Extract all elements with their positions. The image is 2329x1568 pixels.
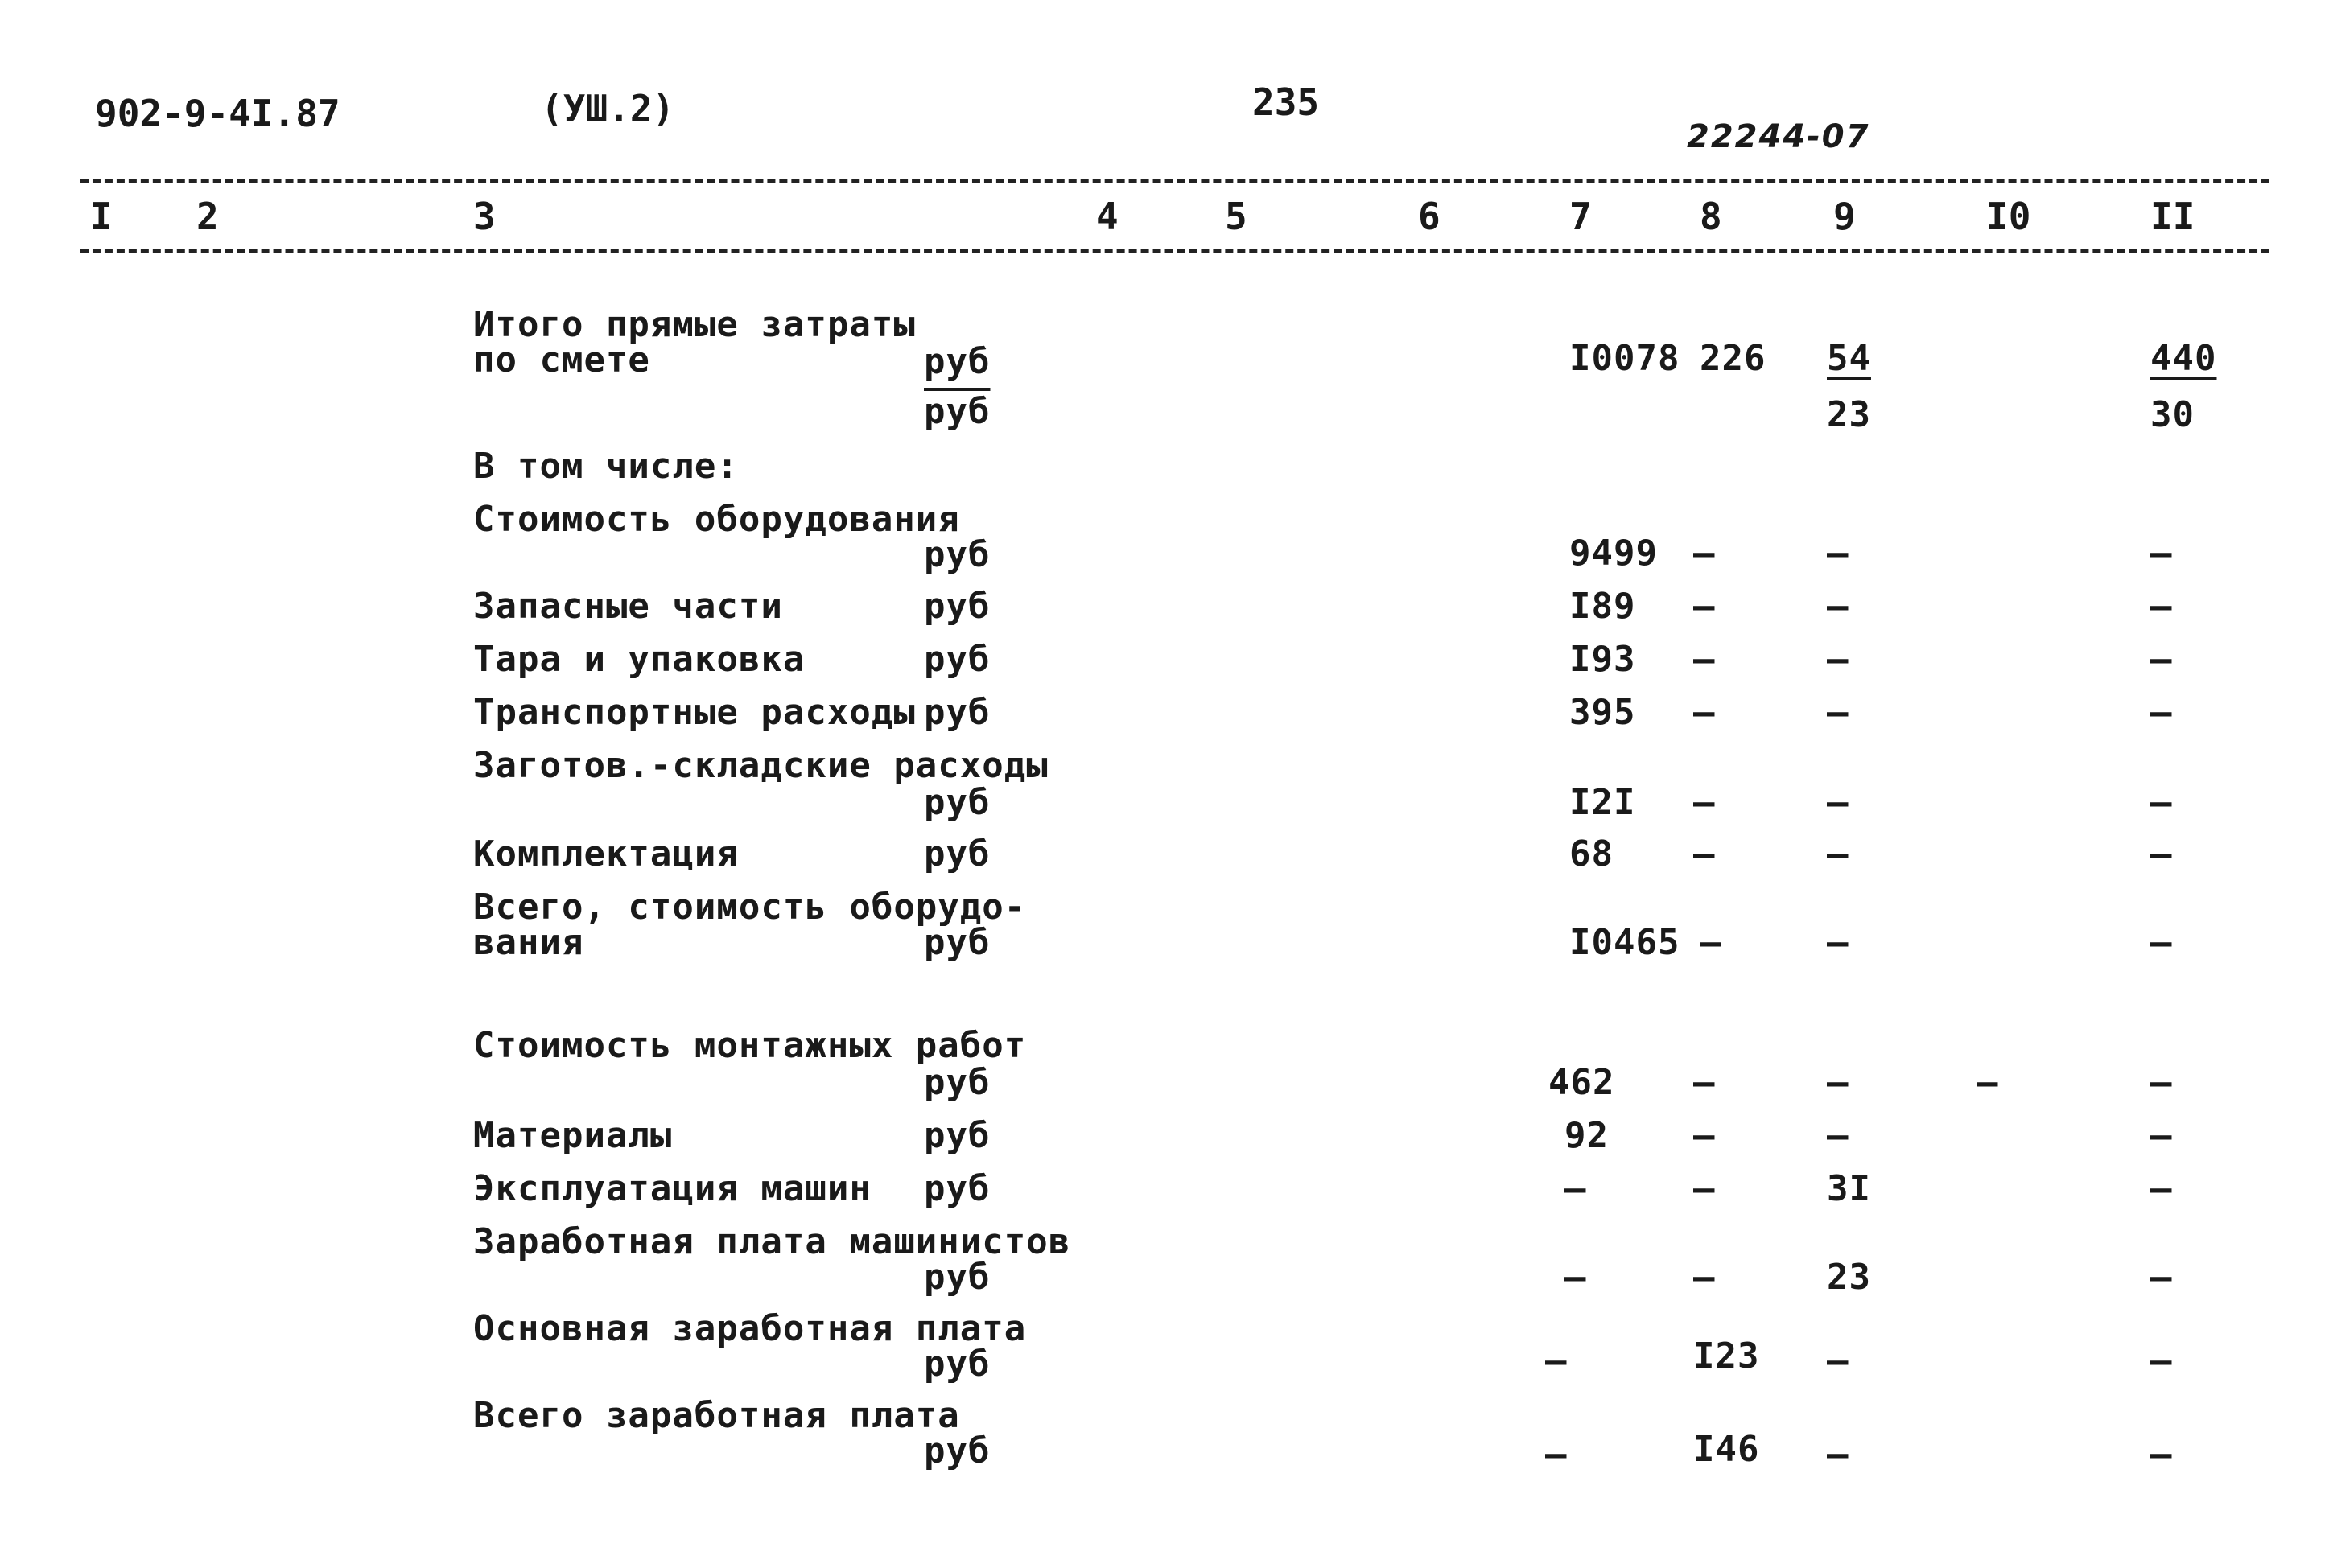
column-header: 8 — [1700, 195, 1722, 238]
cell-col9: – — [1827, 586, 1849, 627]
cell-col7: I93 — [1569, 639, 1636, 680]
cell-col11: – — [2150, 833, 2173, 875]
cell-col8: – — [1693, 1168, 1716, 1209]
unit-label: руб — [924, 639, 991, 680]
cell-col11: – — [2150, 922, 2173, 963]
cell-col8: I23 — [1693, 1335, 1760, 1377]
cell-col8: – — [1693, 1062, 1716, 1103]
cell-col7: 68 — [1569, 833, 1614, 875]
unit-label: руб — [924, 922, 991, 963]
cell-col11: – — [2150, 533, 2173, 574]
cell-col11: – — [2150, 1168, 2173, 1209]
row-label: Материалы — [473, 1115, 673, 1156]
row-label: Итого прямые затраты — [473, 304, 916, 345]
cell-col7: 395 — [1569, 692, 1636, 733]
cell-col7: – — [1564, 1257, 1587, 1298]
cell-col7: 92 — [1564, 1115, 1609, 1156]
row-label: по смете — [473, 340, 650, 381]
cell-col7: – — [1564, 1168, 1587, 1209]
unit-label: руб — [924, 1115, 991, 1156]
row-label: Комплектация — [473, 833, 739, 875]
cell-col8: I46 — [1693, 1429, 1760, 1470]
unit-label: руб — [924, 1344, 991, 1385]
row-label: Стоимость монтажных работ — [473, 1025, 1027, 1066]
cell-col7: I89 — [1569, 586, 1636, 627]
row-label: Запасные части — [473, 586, 783, 627]
cell-col8: – — [1693, 1257, 1716, 1298]
cell-col8: – — [1700, 922, 1722, 963]
header-top-rule — [80, 179, 2269, 183]
cell-col9: – — [1827, 1062, 1849, 1103]
column-header: 9 — [1833, 195, 1856, 238]
unit-label: руб — [924, 1257, 991, 1298]
cell-col9: – — [1827, 692, 1849, 733]
column-header: II — [2150, 195, 2195, 238]
unit-label: руб — [924, 1430, 991, 1471]
row-label: Транспортные расходы — [473, 692, 916, 733]
cell-col9: 23 — [1827, 1257, 1871, 1298]
column-header: I — [90, 195, 113, 238]
page-number: 235 — [1252, 80, 1320, 124]
row-label: Тара и упаковка — [473, 639, 806, 680]
cell-col7: I2I — [1569, 782, 1636, 823]
cell-col11: – — [2150, 639, 2173, 680]
cell-col8: – — [1693, 639, 1716, 680]
unit-label: руб — [924, 692, 991, 733]
cell-col8: – — [1693, 533, 1716, 574]
cell-col11: – — [2150, 692, 2173, 733]
cell-col11: – — [2150, 1434, 2173, 1475]
row-label: Стоимость оборудования — [473, 499, 960, 540]
cell-col9: – — [1827, 833, 1849, 875]
unit-label: руб — [924, 586, 991, 627]
cell-col9-lower: 23 — [1827, 394, 1871, 435]
column-header: 6 — [1418, 195, 1441, 238]
cell-col9: – — [1827, 782, 1849, 823]
inventory-stamp: 22244-07 — [1687, 118, 1870, 155]
row-label: вания — [473, 922, 584, 963]
unit-label: руб — [924, 1062, 991, 1103]
row-label: Заработная плата машинистов — [473, 1221, 1071, 1262]
column-header: 3 — [473, 195, 496, 238]
cell-col8: – — [1693, 1115, 1716, 1156]
cell-col11: – — [2150, 1115, 2173, 1156]
cell-col9: – — [1827, 639, 1849, 680]
cell-col9: – — [1827, 1115, 1849, 1156]
header-bottom-rule — [80, 249, 2269, 253]
cell-col9: – — [1827, 922, 1849, 963]
cell-col8: 226 — [1700, 338, 1766, 379]
section-code: (УШ.2) — [541, 87, 675, 130]
column-header: 7 — [1569, 195, 1592, 238]
unit-label: руб — [924, 391, 991, 432]
cell-col8: – — [1693, 782, 1716, 823]
cell-col10: – — [1977, 1062, 1999, 1103]
unit-label: руб — [924, 1168, 991, 1209]
cell-col9: 3I — [1827, 1168, 1871, 1209]
cell-col11: – — [2150, 1340, 2173, 1381]
row-label: Всего, стоимость оборудо- — [473, 887, 1027, 928]
cell-col7: – — [1545, 1434, 1568, 1475]
cell-col7: I0465 — [1569, 922, 1680, 963]
column-header: 4 — [1096, 195, 1119, 238]
cell-col7: 462 — [1548, 1062, 1615, 1103]
cell-col7: 9499 — [1569, 533, 1658, 574]
unit-label: руб — [924, 534, 991, 575]
cell-col11: – — [2150, 1062, 2173, 1103]
cell-col9: – — [1827, 533, 1849, 574]
unit-label: руб — [924, 782, 991, 823]
cell-col9: – — [1827, 1434, 1849, 1475]
cell-col8: – — [1693, 586, 1716, 627]
unit-label: руб — [924, 833, 991, 875]
cell-col11-lower: 30 — [2150, 394, 2195, 435]
document-code: 902-9-4I.87 — [95, 92, 340, 135]
cell-col7: I0078 — [1569, 338, 1680, 379]
column-header: 5 — [1225, 195, 1247, 238]
column-header: 2 — [196, 195, 219, 238]
row-label: Всего заработная плата — [473, 1395, 960, 1436]
row-label: Заготов.-складские расходы — [473, 745, 1049, 786]
cell-col9: 54 — [1827, 338, 1871, 379]
unit-label: руб — [924, 341, 991, 382]
row-label: Эксплуатация машин — [473, 1168, 872, 1209]
cell-col11: 440 — [2150, 338, 2217, 379]
column-header: I0 — [1986, 195, 2031, 238]
cell-col7: – — [1545, 1340, 1568, 1381]
cell-col8: – — [1693, 833, 1716, 875]
cell-col11: – — [2150, 782, 2173, 823]
subheading-including: В том числе: — [473, 446, 739, 487]
cell-col11: – — [2150, 1257, 2173, 1298]
cell-col9: – — [1827, 1340, 1849, 1381]
cell-col11: – — [2150, 586, 2173, 627]
cell-col8: – — [1693, 692, 1716, 733]
row-label: Основная заработная плата — [473, 1308, 1027, 1349]
